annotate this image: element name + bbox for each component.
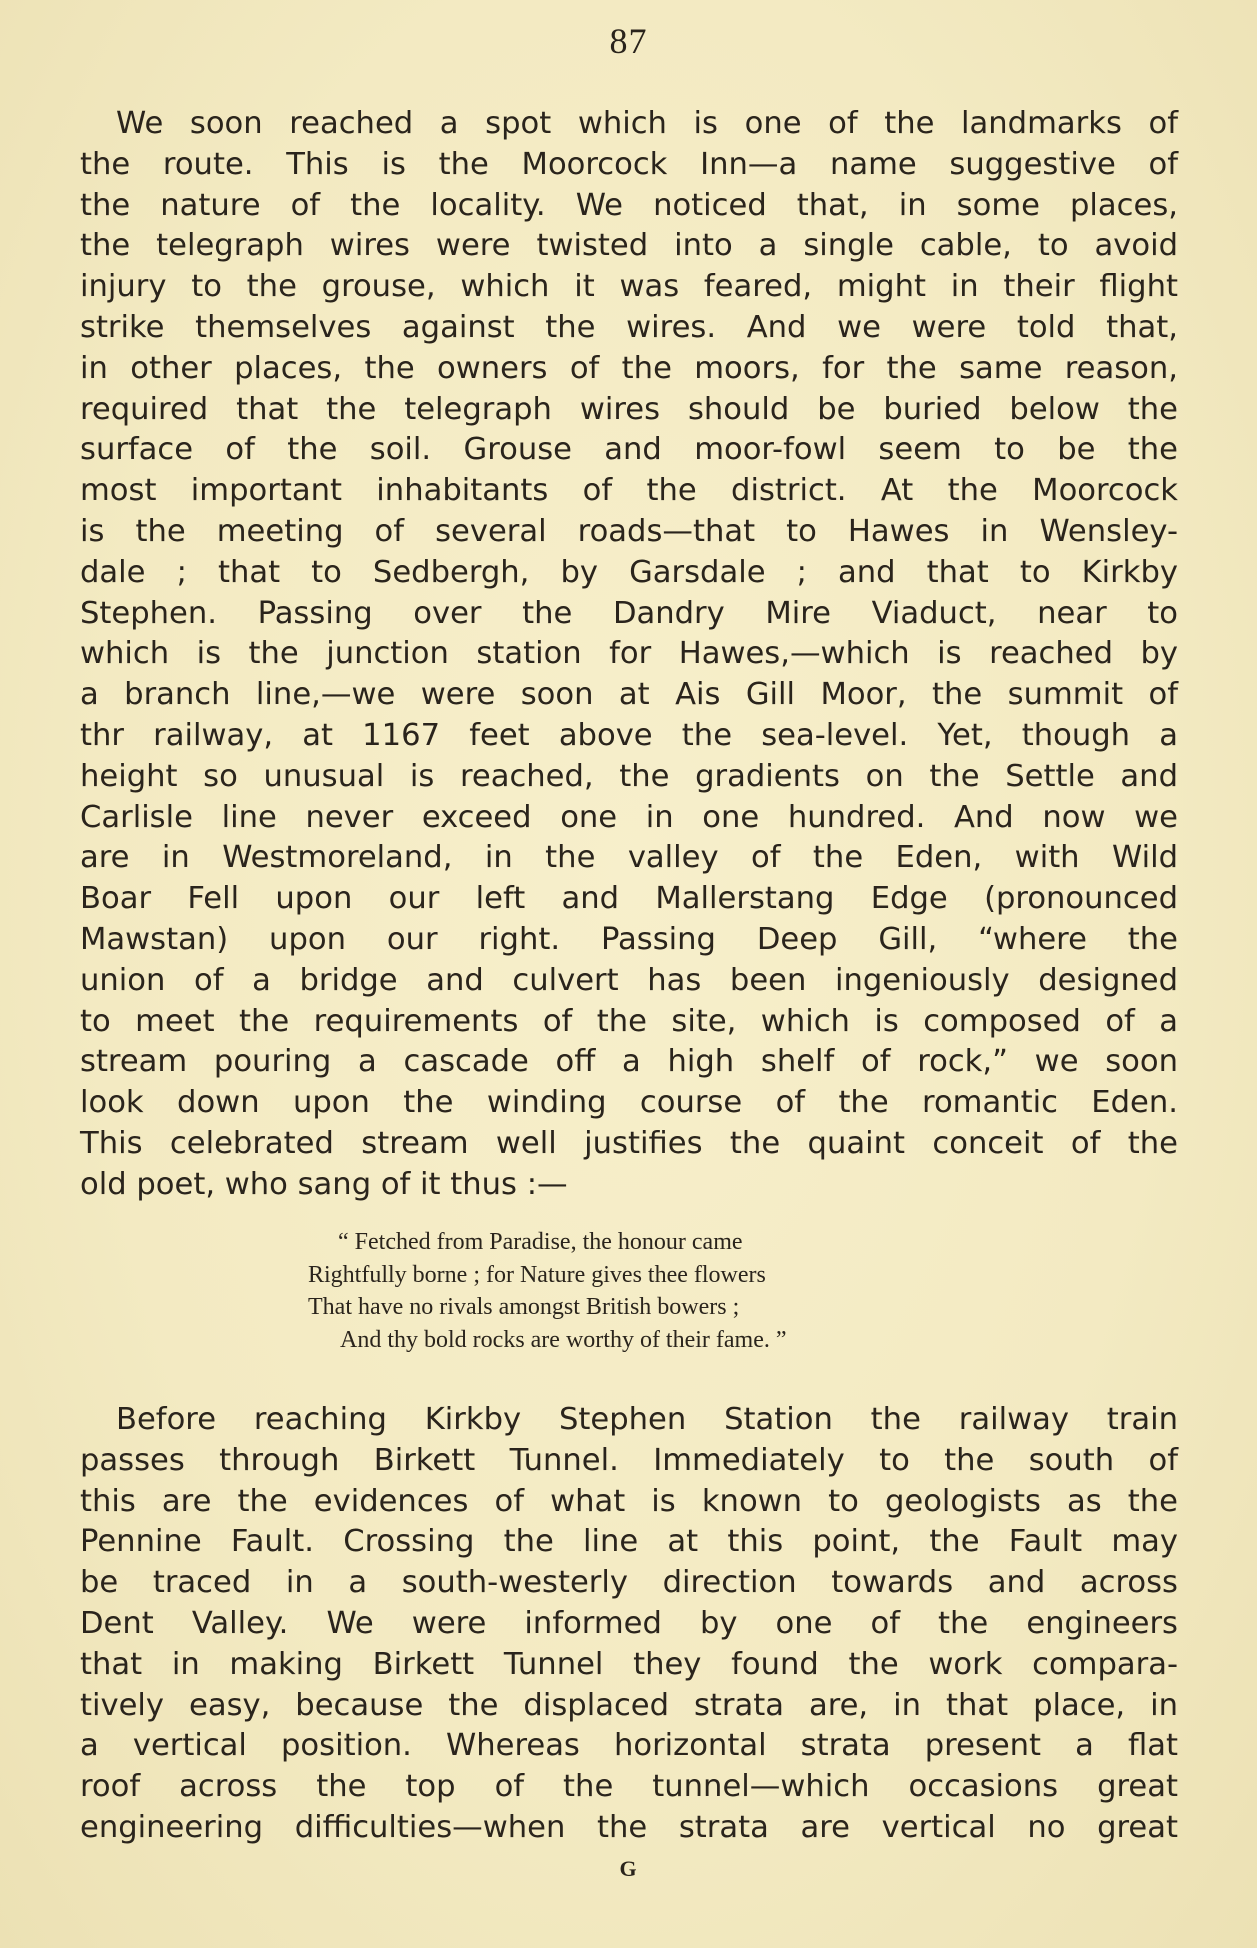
text-line: is the meeting of several roads—that to Hawes in Wensley- [80, 513, 1178, 549]
text-line: required that the telegraph wires should be buried below the [80, 391, 1178, 427]
text-line: tively easy, because the displaced strata are, in that place, in [80, 1687, 1178, 1723]
text-line: injury to the grouse, which it was feared, might in their flight [80, 269, 1178, 305]
poem-line: That have no rivals amongst British bowers ; [308, 1294, 740, 1320]
text-line: passes through Birkett Tunnel. Immediately to the south of [80, 1442, 1178, 1478]
text-line: engineering difficulties—when the strata are vertical no great [80, 1809, 1178, 1845]
text-line: strike themselves against the wires. And we were told that, [80, 309, 1178, 345]
text-line: are in Westmoreland, in the valley of the Eden, with Wild [80, 840, 1178, 876]
text-line: the route. This is the Moorcock Inn—a name suggestive of [80, 146, 1178, 182]
text-line: Stephen. Passing over the Dandry Mire Viaduct, near to [80, 595, 1178, 631]
text-line: dale ; that to Sedbergh, by Garsdale ; and that to Kirkby [80, 554, 1178, 590]
text-line: Dent Valley. We were informed by one of the engineers [80, 1605, 1178, 1641]
page-number: 87 [609, 21, 648, 61]
text-line: most important inhabitants of the district. At the Moorcock [80, 473, 1178, 509]
poem-line: “ Fetched from Paradise, the honour came [338, 1229, 743, 1255]
poem-line: And thy bold rocks are worthy of their fame. ” [340, 1326, 787, 1353]
text-line: thr railway, at 1167 feet above the sea-level. Yet, though a [80, 717, 1178, 753]
text-line: a branch line,—we were soon at Ais Gill Moor, the summit of [80, 677, 1178, 713]
text-line: roof across the top of the tunnel—which occasions great [80, 1769, 1178, 1805]
text-line: old poet, who sang of it thus :— [80, 1166, 568, 1202]
text-line: union of a bridge and culvert has been ingeniously designed [80, 962, 1178, 998]
text-line: Before reaching Kirkby Stephen Station the railway train [116, 1402, 1178, 1437]
text-line: Pennine Fault. Crossing the line at this point, the Fault may [80, 1524, 1178, 1560]
poem-line: Rightfully borne ; for Nature gives thee flowers [308, 1261, 766, 1288]
text-line: the telegraph wires were twisted into a single cable, to avoid [80, 228, 1178, 264]
text-line: We soon reached a spot which is one of the landmarks of [116, 106, 1178, 141]
signature-mark: G [619, 1856, 638, 1881]
text-line: Mawstan) upon our right. Passing Deep Gill, “where the [80, 921, 1178, 957]
text-line: this are the evidences of what is known to geologists as the [80, 1483, 1178, 1519]
text-line: in other places, the owners of the moors, for the same reason, [80, 350, 1178, 386]
text-line: be traced in a south-westerly direction towards and across [80, 1565, 1178, 1601]
text-line: that in making Birkett Tunnel they found the work compara- [80, 1646, 1178, 1682]
text-line: stream pouring a cascade off a high shelf of rock,” we soon [80, 1044, 1178, 1080]
text-line: look down upon the winding course of the romantic Eden. [80, 1085, 1178, 1121]
text-line: height so unusual is reached, the gradients on the Settle and [80, 758, 1178, 794]
text-line: a vertical position. Whereas horizontal strata present a flat [80, 1728, 1178, 1764]
paragraph-birkett-tunnel [80, 1400, 1178, 1849]
paragraph-moorcock [80, 104, 1178, 1206]
text-line: Carlisle line never exceed one in one hundred. And now we [80, 799, 1178, 835]
text-line: to meet the requirements of the site, which is composed of a [80, 1003, 1178, 1039]
poem-quotation [308, 1226, 968, 1356]
text-line: surface of the soil. Grouse and moor-fowl seem to be the [80, 432, 1178, 468]
text-line: which is the junction station for Hawes,—which is reached by [80, 636, 1178, 672]
text-line: Boar Fell upon our left and Mallerstang Edge (pronounced [80, 881, 1178, 917]
text-line: This celebrated stream well justifies the quaint conceit of the [80, 1125, 1178, 1161]
text-line: the nature of the locality. We noticed that, in some places, [80, 187, 1178, 223]
